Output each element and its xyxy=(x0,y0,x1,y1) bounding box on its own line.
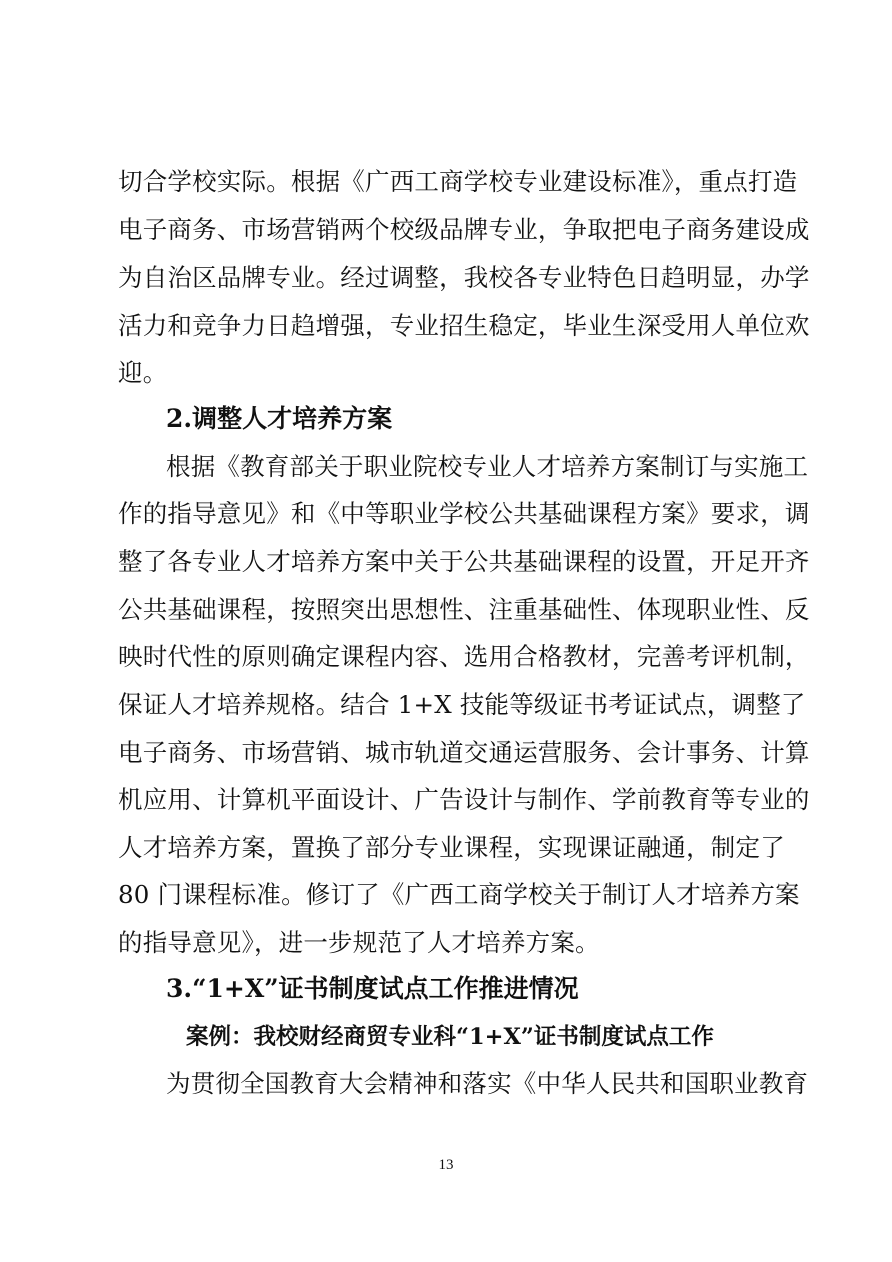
paragraph-line: 电子商务、市场营销、城市轨道交通运营服务、会计事务、计算 xyxy=(118,738,810,767)
page-number: 13 xyxy=(438,1157,454,1173)
paragraph-line: 机应用、计算机平面设计、广告设计与制作、学前教育等专业的 xyxy=(118,785,810,814)
section-heading: 3.“1+X”证书制度试点工作推进情况 xyxy=(166,974,579,1003)
paragraph-line: 公共基础课程，按照突出思想性、注重基础性、体现职业性、反 xyxy=(118,595,810,624)
case-title: 案例：我校财经商贸专业科“1+X”证书制度试点工作 xyxy=(186,1024,714,1050)
paragraph-line: 映时代性的原则确定课程内容、选用合格教材，完善考评机制， xyxy=(118,642,810,671)
paragraph-line: 切合学校实际。根据《广西工商学校专业建设标准》，重点打造 xyxy=(118,167,798,196)
paragraph-line: 整了各专业人才培养方案中关于公共基础课程的设置，开足开齐 xyxy=(118,547,810,576)
paragraph-line: 活力和竞争力日趋增强，专业招生稳定，毕业生深受用人单位欢 xyxy=(118,311,810,340)
paragraph-line: 保证人才培养规格。结合 1+X 技能等级证书考证试点，调整了 xyxy=(118,690,806,719)
paragraph-line: 为贯彻全国教育大会精神和落实《中华人民共和国职业教育 xyxy=(166,1069,809,1098)
section-heading: 2.调整人才培养方案 xyxy=(166,404,393,433)
paragraph-line: 电子商务、市场营销两个校级品牌专业，争取把电子商务建设成 xyxy=(118,215,810,244)
paragraph-line: 80 门课程标准。修订了《广西工商学校关于制订人才培养方案 xyxy=(118,880,800,909)
paragraph-line: 迎。 xyxy=(118,358,168,387)
paragraph-line: 作的指导意见》和《中等职业学校公共基础课程方案》要求，调 xyxy=(118,499,810,528)
paragraph-line: 为自治区品牌专业。经过调整，我校各专业特色日趋明显，办学 xyxy=(118,263,810,292)
paragraph-line: 的指导意见》，进一步规范了人才培养方案。 xyxy=(118,928,600,957)
paragraph-line: 人才培养方案，置换了部分专业课程，实现课证融通，制定了 xyxy=(118,833,785,862)
paragraph-line: 根据《教育部关于职业院校专业人才培养方案制订与实施工 xyxy=(166,452,809,481)
